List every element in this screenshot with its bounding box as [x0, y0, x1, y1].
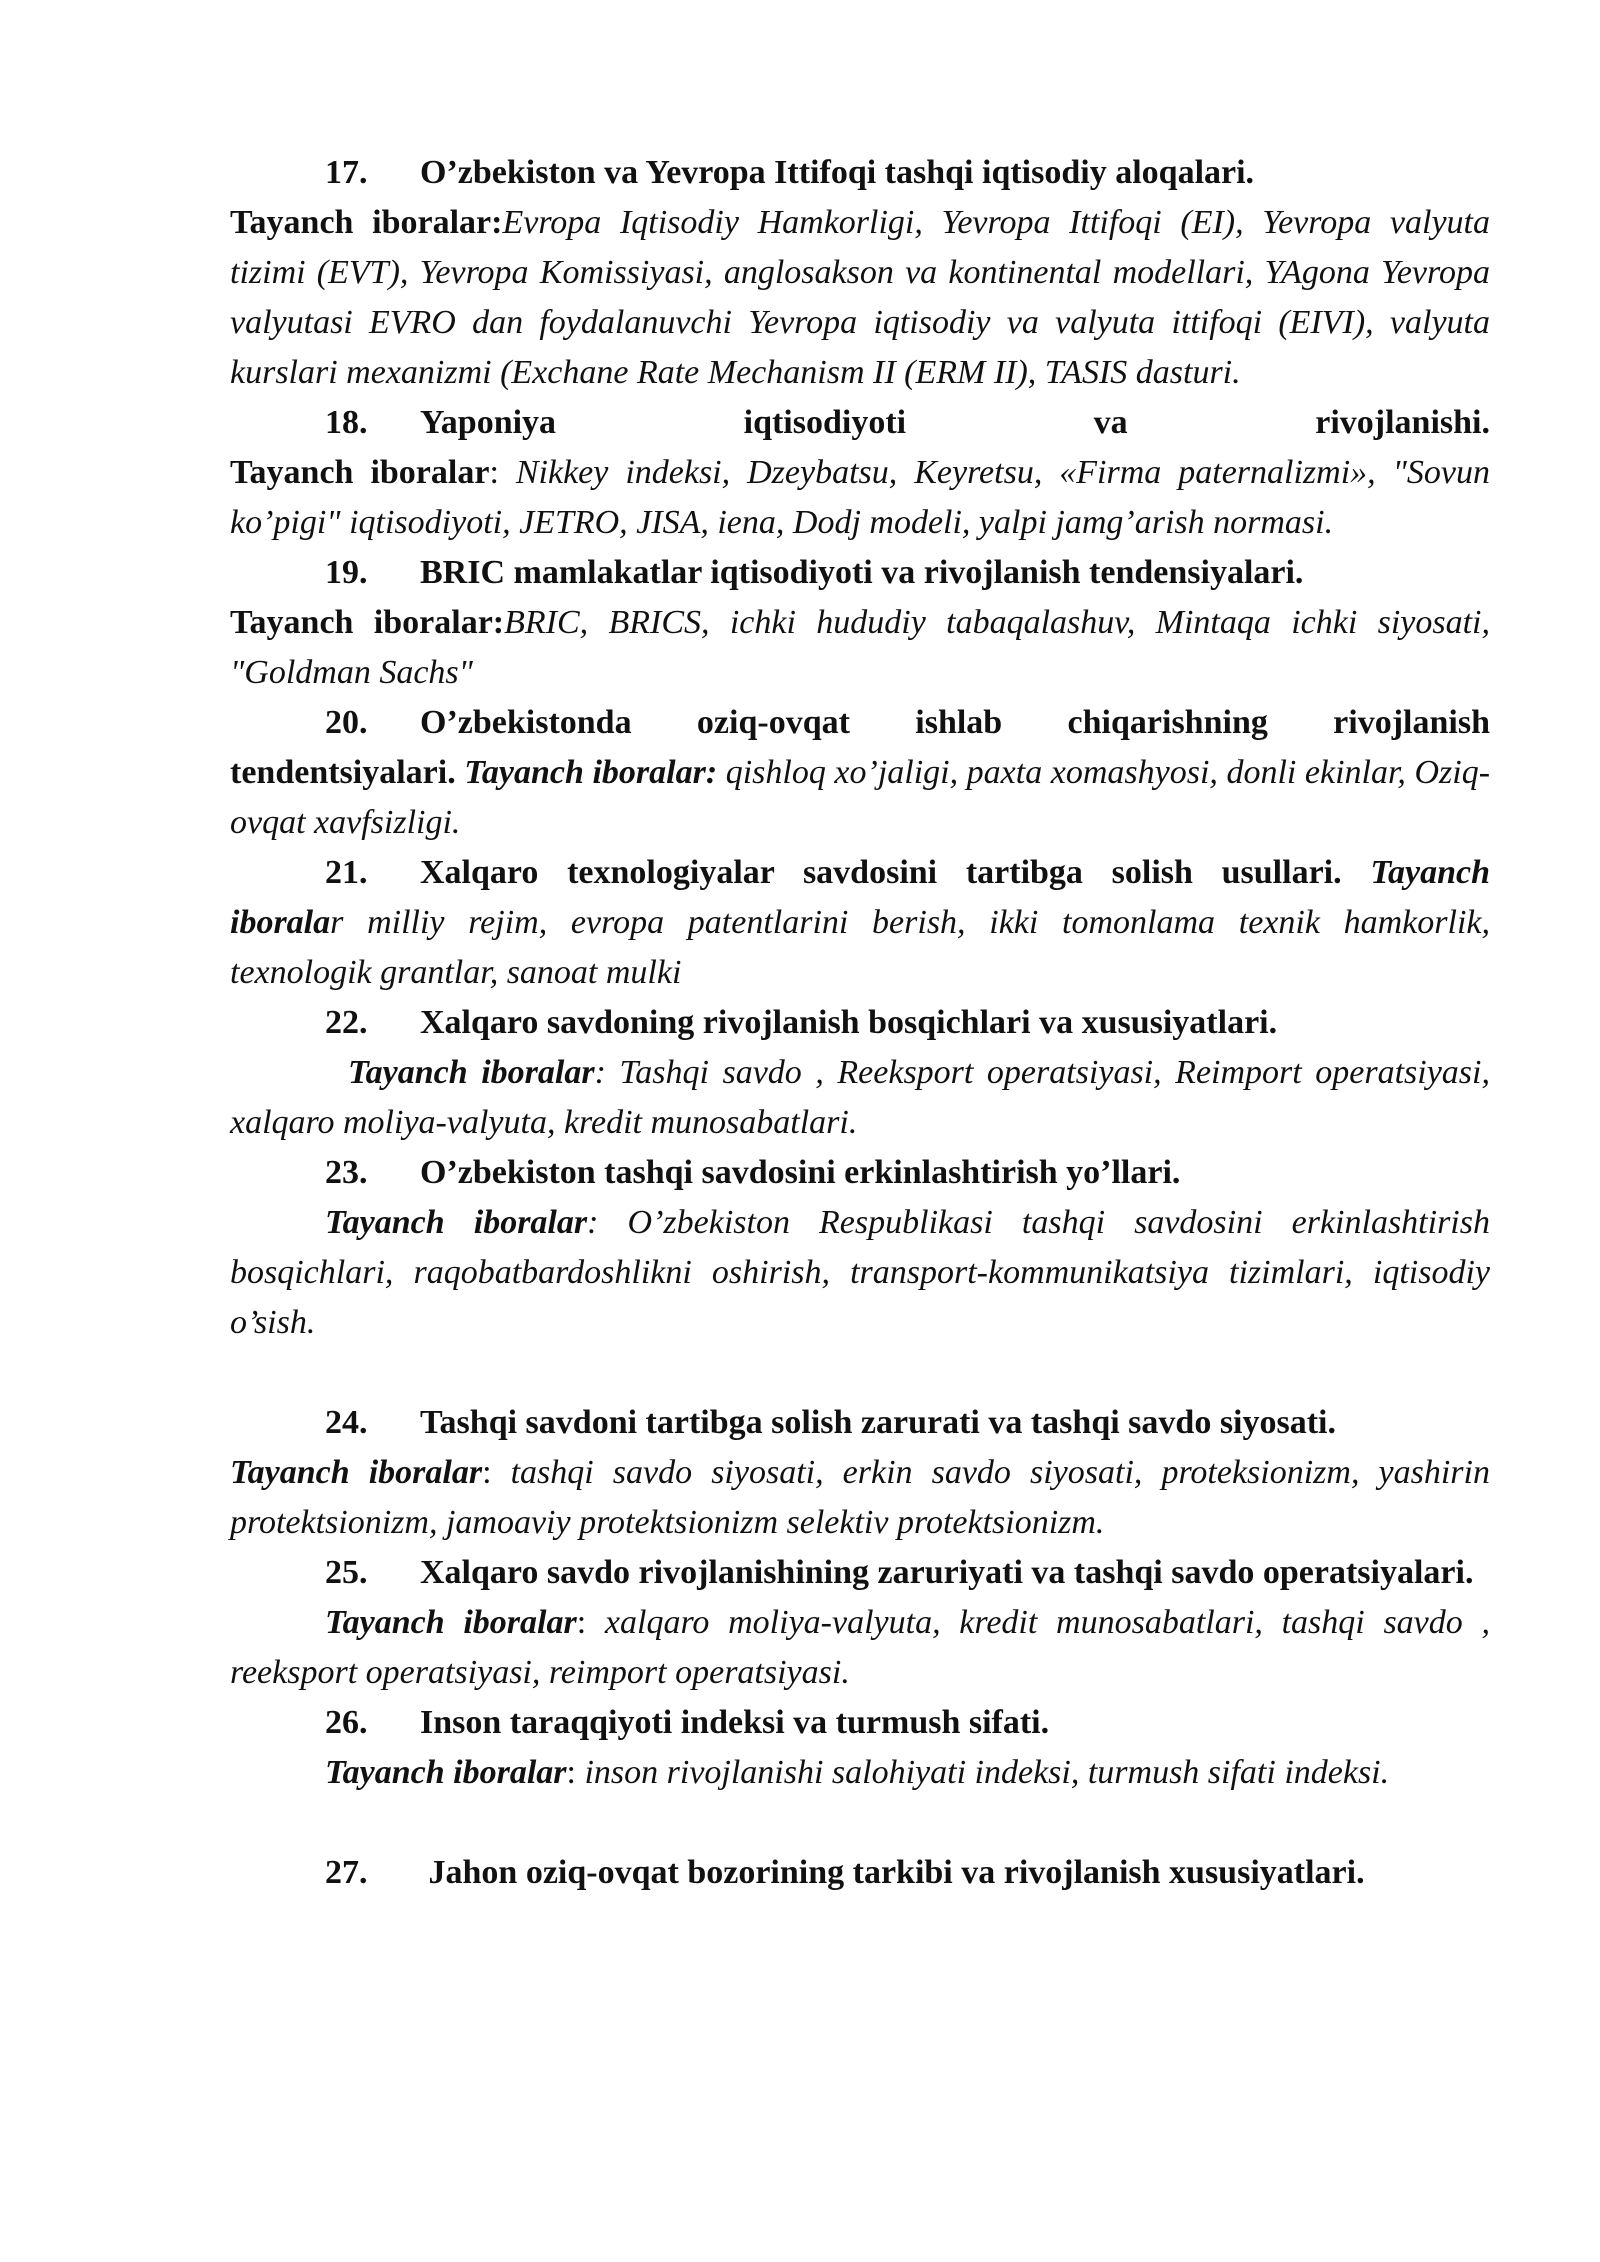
item-title: O’zbekistonda oziq-ovqat ishlab chiqarishning rivojlanish tendentsiyalari.	[230, 704, 1490, 791]
item-21	[230, 848, 1490, 998]
keywords-label: Tayanch iboralar:	[230, 604, 505, 641]
keywords-block	[230, 1048, 1490, 1148]
item-title: Inson taraqqiyoti indeksi va turmush sifati.	[420, 1704, 1050, 1741]
item-23	[230, 1148, 1490, 1348]
item-number: 26.	[325, 1704, 368, 1741]
item-heading	[230, 1148, 1490, 1198]
keywords-label: Tayanch iborala	[230, 854, 1490, 941]
item-title: O’zbekiston va Yevropa Ittifoqi tashqi iqtisodiy aloqalari.	[420, 154, 1255, 191]
item-22	[230, 998, 1490, 1148]
item-25	[230, 1548, 1490, 1698]
item-number: 20.	[325, 704, 368, 741]
item-heading	[230, 1548, 1490, 1598]
keywords-label: Tayanch iboralar	[348, 1054, 595, 1091]
keywords-separator: :	[566, 1754, 585, 1791]
keywords-text: r milliy rejim, evropa patentlarini berish, ikki tomonlama texnik hamkorlik, texnologik grantlar, sanoat mulki	[230, 904, 1490, 991]
item-number: 24.	[325, 1404, 368, 1441]
keywords-text: : Tashqi savdo , Reeksport operatsiyasi, Reimport operatsiyasi, xalqaro moliya-valyuta, kredit munosabatlari.	[230, 1054, 1490, 1141]
item-heading	[230, 1398, 1490, 1448]
keywords-separator: :	[489, 454, 516, 491]
item-title: BRIC mamlakatlar iqtisodiyoti va rivojlanish tendensiyalari.	[420, 554, 1304, 591]
item-title: Jahon oziq-ovqat bozorining tarkibi va rivojlanish xususiyatlari.	[420, 1854, 1365, 1891]
item-heading	[230, 398, 1490, 448]
keywords-text: qishloq xo’jaligi, paxta xomashyosi, donli ekinlar, Oziq-ovqat xavfsizligi.	[230, 754, 1491, 841]
item-heading	[230, 998, 1490, 1048]
item-title: Yaponiya iqtisodiyoti va rivojlanishi.	[420, 404, 1490, 441]
keywords-block	[230, 1748, 1490, 1798]
item-heading	[230, 548, 1490, 598]
keywords-text: Evropa Iqtisodiy Hamkorligi, Yevropa Ittifoqi (EI), Yevropa valyuta tizimi (EVT), Yevropa Komissiyasi, anglosakson va kontinental modellari, YAgona Yevropa valyutasi EVRO dan foydalanuvchi Yevropa iqtisodiy va valyuta ittifoqi (EIVI), valyuta kurslari mexanizmi (Exchane Rate Mechanism II (ERM II), TASIS dasturi.	[230, 204, 1490, 391]
keywords-label: Tayanch iboralar:	[230, 204, 503, 241]
keywords-label: Tayanch iboralar	[230, 1454, 483, 1491]
item-title: Xalqaro savdo rivojlanishining zaruriyati va tashqi savdo operatsiyalari.	[420, 1554, 1474, 1591]
item-number: 21.	[325, 854, 368, 891]
item-19	[230, 548, 1490, 698]
item-17	[230, 148, 1490, 398]
item-number: 23.	[325, 1154, 368, 1191]
keywords-text: Nikkey indeksi, Dzeybatsu, Keyretsu, «Firma paternalizmi», "Sovun ko’pigi" iqtisodiyoti, JETRO, JISA, iena, Dodj modeli, yalpi jamg’arish normasi.	[230, 454, 1491, 541]
spacer	[230, 1348, 1490, 1398]
keywords-label: Tayanch iboralar	[325, 1604, 577, 1641]
keywords-block	[230, 1598, 1490, 1698]
keywords-text: : O’zbekiston Respublikasi tashqi savdosini erkinlashtirish bosqichlari, raqobatbardoshlikni oshirish, transport-kommunikatsiya tizimlari, iqtisodiy o’sish.	[230, 1204, 1490, 1341]
item-number: 25.	[325, 1554, 368, 1591]
item-title: Xalqaro texnologiyalar savdosini tartibga solish usullari.	[420, 854, 1342, 891]
item-18	[230, 398, 1490, 548]
item-number: 27.	[325, 1854, 368, 1891]
keywords-text: inson rivojlanishi salohiyati indeksi, turmush sifati indeksi.	[584, 1754, 1390, 1791]
keywords-separator: :	[576, 1604, 605, 1641]
keywords-label: Tayanch iboralar	[230, 454, 490, 491]
item-title: O’zbekiston tashqi savdosini erkinlashtirish yo’llari.	[420, 1154, 1181, 1191]
keywords-separator: :	[482, 1454, 511, 1491]
item-27	[230, 1848, 1490, 1898]
item-20	[230, 698, 1490, 848]
item-title: Xalqaro savdoning rivojlanish bosqichlari va xususiyatlari.	[420, 1004, 1278, 1041]
item-number: 19.	[325, 554, 368, 591]
item-heading	[230, 1698, 1490, 1748]
keywords-label: Tayanch iboralar:	[464, 754, 718, 791]
keywords-label: Tayanch iboralar	[325, 1754, 567, 1791]
keywords-block	[230, 1198, 1490, 1348]
item-24	[230, 1398, 1490, 1548]
item-heading	[230, 1848, 1490, 1898]
item-title: Tashqi savdoni tartibga solish zarurati va tashqi savdo siyosati.	[420, 1404, 1336, 1441]
item-26	[230, 1698, 1490, 1798]
item-number: 18.	[325, 404, 368, 441]
keywords-text: xalqaro moliya-valyuta, kredit munosabatlari, tashqi savdo , reeksport operatsiyasi, reimport operatsiyasi.	[230, 1604, 1490, 1691]
keywords-text: BRIC, BRICS, ichki hududiy tabaqalashuv, Mintaqa ichki siyosati, "Goldman Sachs"	[230, 604, 1490, 691]
item-number: 17.	[325, 154, 368, 191]
keywords-text: tashqi savdo siyosati, erkin savdo siyosati, proteksionizm, yashirin protektsionizm, jamoaviy protektsionizm selektiv protektsionizm.	[230, 1454, 1490, 1541]
keywords-label: Tayanch iboralar	[325, 1204, 588, 1241]
item-number: 22.	[325, 1004, 368, 1041]
item-heading	[230, 148, 1490, 198]
spacer	[230, 1798, 1490, 1848]
